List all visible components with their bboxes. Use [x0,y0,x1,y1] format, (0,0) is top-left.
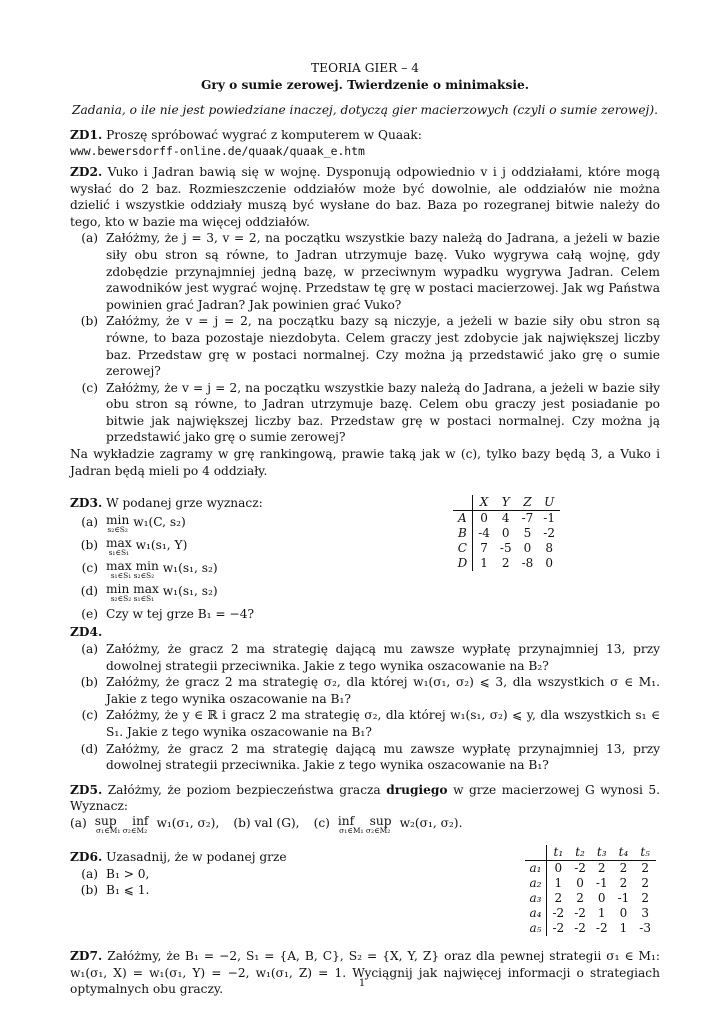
math-subscript: s₁∈S₁ [108,547,130,557]
item-label: (b) [80,883,98,898]
math-expression: w₁(s₁, Y) [135,537,188,552]
item-label: (a) [81,231,98,246]
list-item [70,707,660,740]
item-text: B₁ ⩽ 1. [106,883,150,898]
zd7-label: ZD7. [70,948,103,963]
list-item [70,641,660,674]
list-item [70,380,660,446]
zd4-label: ZD4. [70,625,103,640]
table-cell: -2 [595,920,608,935]
table-cell: 4 [501,511,510,526]
item-text: Czy w tej grze B₁ = −4? [106,606,255,621]
table-cell: 8 [545,541,553,556]
item-text: B₁ > 0, [106,866,150,881]
table-cell: 1 [597,905,606,920]
table-cell: -2 [543,526,555,541]
item-label: (c) [81,560,98,575]
exercise-zd6 [70,845,660,936]
item-text: Załóżmy, że gracz 2 ma strategię σ₂, dla której w₁(σ₁, σ₂) ⩽ 3, dla wszystkich σ ∈ M₁. Jakie z tego wynika oszacowanie na B₁? [106,675,660,706]
column-header: X [473,495,495,511]
table-row [453,541,560,556]
row-header: a₁ [525,860,547,876]
table-cell: 7 [480,541,488,556]
item-label: (a) [81,866,98,881]
table-row [525,906,656,921]
list-item [70,674,660,707]
table-cell: 0 [523,541,532,556]
zd5-label: ZD5. [70,782,103,797]
item-label: (c) [81,380,98,395]
math-expression: w₁(s₁, s₂) [162,560,218,575]
math-subscript: s₂∈S₂ [107,524,128,534]
item-label: (b) [80,314,98,329]
table-cell: 0 [501,526,510,541]
item-label: (a) [81,514,98,529]
table-corner [453,495,473,511]
table-cell: 0 [597,890,606,905]
row-header: C [453,541,473,556]
zd5-text-rest: w grze macierzowej G wynosi 5. Wyznacz: [70,782,660,814]
table-cell: 1 [554,875,563,890]
table-cell: 2 [641,860,649,875]
row-header: a₂ [525,876,547,891]
list-item [70,313,660,379]
item-text: Załóżmy, że y ∈ ℝ i gracz 2 ma strategię σ₂, dla której w₁(s₁, σ₂) ⩽ y, dla wszystkich s₁ ∈ S₁. Jakie z tego wynika oszacowanie na B₁? [106,708,660,739]
math-operator: max min [106,558,159,573]
table-cell: 5 [523,526,532,541]
math-operator: sup inf [94,813,149,828]
table-cell: 1 [619,920,628,935]
list-item [70,537,400,560]
zd5-part-b: (b) val (G), [233,815,300,830]
page-subtitle: Gry o sumie zerowej. Twierdzenie o minimaksie. [201,77,529,92]
exercise-zd7 [70,948,660,998]
table-row [525,891,656,906]
table-header-row [525,845,656,861]
zd2-label: ZD2. [70,164,103,179]
zd3-items [70,514,400,623]
page-number: 1 [358,978,366,989]
table-cell: 2 [501,556,510,571]
math-expression: w₁(s₁, s₂) [162,583,218,598]
table-row [525,860,656,876]
row-header: A [453,511,473,527]
zd7-text: Załóżmy, że B₁ = −2, S₁ = {A, B, C}, S₂ = {X, Y, Z} oraz dla pewnej strategii σ₁ ∈ M₁: w₁(σ₁, X) = w₁(σ₁, Y) = −2, w₁(σ₁, Z) = 1. Wyciągnij jak najwięcej informacji o strategiach optymalnych obu graczy. [70,948,661,997]
item-label: (a) [81,642,98,657]
row-header: D [453,556,473,571]
item-label: (b) [80,537,98,552]
table-cell: 0 [619,905,628,920]
zd6-label: ZD6. [70,849,103,864]
item-label: (e) [81,606,98,621]
list-item [70,560,400,583]
column-header: t₃ [591,845,613,861]
zd3-text: W podanej grze wyznacz: [106,496,263,511]
table-cell: -5 [499,541,512,556]
zd5-part-a-label: (a) [70,815,87,830]
row-header: a₄ [525,906,547,921]
table-cell: 2 [554,890,563,905]
exercise-zd2 [70,164,660,479]
table-cell: -2 [552,920,565,935]
table-corner [525,845,547,861]
item-label: (b) [80,675,98,690]
item-text: Załóżmy, że gracz 2 ma strategię dającą mu zawsze wypłatę przynajmniej 13, przy dowolnej strategii przeciwnika. Jakie z tego wynika oszacowanie na B₂? [106,642,660,673]
table-cell: -2 [574,920,586,935]
row-header: a₃ [525,891,547,906]
table-row [453,526,560,541]
table-cell: 2 [641,890,649,905]
list-item [70,741,660,774]
list-item [70,866,390,883]
row-header: a₅ [525,921,547,936]
page-title: TEORIA GIER – 4 [311,61,419,75]
zd3-label: ZD3. [70,496,103,511]
math-subscript: s₁∈S₁ s₂∈S₂ [110,570,155,580]
zd5-emphasis: drugiego [386,782,448,797]
exercise-zd4 [70,624,660,773]
table-cell: -4 [478,526,490,541]
zd5-text: Załóżmy, że poziom bezpieczeństwa gracza [107,782,387,797]
column-header: t₂ [569,845,591,861]
exercise-zd5 [70,782,660,835]
table-cell: -7 [521,511,534,526]
table-cell: -8 [521,556,534,571]
zd6-payoff-table [525,845,656,936]
item-text: Załóżmy, że v = j = 2, na początku bazy są niczyje, a jeżeli w bazie siły obu stron są równe, to baza pozostaje niezdobyta. Celem graczy jest zdobycie jak największej liczby baz. Przedstaw grę w postaci normalnej. Czy można ją przedstawić jako grę o sumie zerowej? [106,314,660,379]
list-item [70,882,390,899]
column-header: t₁ [547,845,569,861]
math-subscript: σ₁∈M₁ σ₂∈M₂ [96,825,148,835]
zd6-items [70,866,390,899]
column-header: t₄ [613,845,635,861]
table-cell: -1 [543,511,555,526]
exercise-zd1 [70,127,660,160]
table-cell: 0 [480,511,488,526]
zd1-label: ZD1. [70,127,103,142]
table-row [453,556,560,571]
zd1-url: www.bewersdorff-online.de/quaak/quaak_e.htm [70,144,365,159]
math-operator: inf sup [337,813,392,828]
column-header: t₅ [634,845,656,861]
zd3-payoff-table [453,495,560,571]
table-cell: -2 [574,860,586,875]
zd5-parts [70,815,660,835]
math-subscript: s₂∈S₂ s₁∈S₁ [110,593,155,603]
zd2-footer: Na wykładzie zagramy w grę rankingową, prawie taką jak w (c), tylko bazy będą 3, a Vuko i Jadran będą mieli po 4 oddziały. [70,447,660,478]
column-header: Z [517,495,539,511]
zd2-items [70,230,660,446]
table-cell: 1 [480,556,488,571]
zd1-text: Proszę spróbować wygrać z komputerem w Quaak: [106,127,422,142]
table-cell: 2 [619,875,628,890]
column-header: U [538,495,560,511]
list-item [70,583,400,606]
intro-text: Zadania, o ile nie jest powiedziane inaczej, dotyczą gier macierzowych (czyli o sumie zerowej). [72,103,658,118]
table-cell: 0 [545,556,553,571]
table-cell: -1 [617,890,630,905]
math-expression: w₂(σ₁, σ₂). [399,815,463,830]
table-cell: -2 [552,905,565,920]
math-operator: min [106,512,130,527]
table-row [525,921,656,936]
table-cell: -2 [574,905,586,920]
table-cell: 2 [576,890,584,905]
math-subscript: σ₁∈M₁ σ₂∈M₂ [339,825,391,835]
exercise-zd3 [70,495,660,622]
item-label: (c) [81,708,98,723]
column-header: Y [495,495,517,511]
table-row [525,876,656,891]
item-text: Załóżmy, że v = j = 2, na początku wszystkie bazy należą do Jadrana, a jeżeli w bazie siły obu stron są równe, to Jadran utrzymuje bazę. Celem obu graczy jest posiadanie po bitwie jak największej liczby baz. Przedstaw grę w postaci normalnej. Czy można ją przedstawić jako grę o sumie zerowej? [106,380,660,445]
zd4-items [70,641,660,774]
zd5-part-c-label: (c) [313,815,330,830]
table-cell: 0 [576,875,584,890]
item-label: (d) [80,741,98,756]
item-text: Załóżmy, że j = 3, v = 2, na początku wszystkie bazy należą do Jadrana, a jeżeli w bazie siły obu stron są równe, to Jadran utrzymuje bazę. Vuko wygrywa całą wojnę, gdy zdobędzie przynajmniej jedną bazę, w przeciwnym wypadku wygrywa Jadran. Celem zawodników jest wygrać wojnę. Przedstaw tę grę w postaci macierzowej. Jak wg Państwa powinien grać Jadran? Jak powinien grać Vuko? [106,231,660,312]
table-cell: 2 [641,875,649,890]
item-text: Załóżmy, że gracz 2 ma strategię dającą mu zawsze wypłatę przynajmniej 13, przy dowolnej strategii przeciwnika. Jakie z tego wynika oszacowanie na B₁? [106,741,660,773]
table-cell: -1 [595,875,608,890]
document-page [70,60,660,998]
table-cell: 2 [619,860,628,875]
table-cell: 3 [641,905,649,920]
table-header-row [453,495,560,511]
math-expression: w₁(σ₁, σ₂), [156,815,220,830]
table-cell: 2 [597,860,606,875]
zd6-text: Uzasadnij, że w podanej grze [106,849,287,864]
zd2-text: Vuko i Jadran bawią się w wojnę. Dysponują odpowiednio v i j oddziałami, które mogą wysłać do 2 baz. Rozmieszczenie oddziałów może być dowolnie, ale oddziałów nie można dzielić i wszystkie oddziały muszą być wysłane do baz. Baza po rozegranej bitwie należy do tego, kto w bazie ma więcej oddziałów. [70,164,660,229]
list-item [70,606,400,623]
table-cell: 0 [554,860,563,875]
list-item [70,514,400,537]
item-label: (d) [80,583,98,598]
math-operator: max [106,535,132,550]
table-row [453,511,560,527]
math-expression: w₁(C, s₂) [133,514,186,529]
table-cell: -3 [639,920,651,935]
list-item [70,230,660,313]
row-header: B [453,526,473,541]
math-operator: min max [106,581,159,596]
